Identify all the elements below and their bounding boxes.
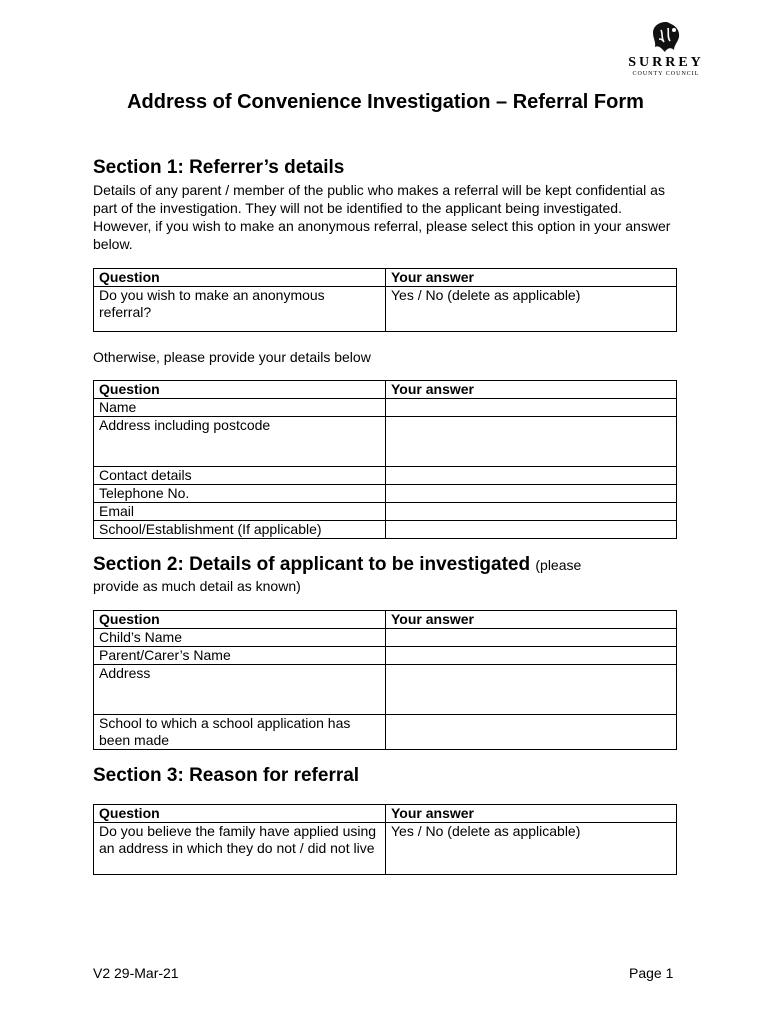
footer-version: V2 29-Mar-21 — [93, 965, 179, 981]
answer-column-header: Your answer — [386, 381, 677, 399]
question-column-header: Question — [94, 269, 386, 287]
telephone-label: Telephone No. — [94, 485, 385, 503]
section3-heading: Section 3: Reason for referral — [93, 765, 360, 786]
surrey-county-council-logo — [620, 20, 712, 82]
section2-heading-note: (please — [535, 557, 582, 573]
anonymous-referral-table — [93, 268, 677, 332]
table-row — [94, 417, 677, 467]
reason-question: Do you believe the family have applied using an address in which they do not / did not live — [94, 823, 386, 875]
table-row — [94, 823, 677, 875]
address-answer-field[interactable] — [386, 417, 677, 467]
name-label: Name — [94, 399, 386, 417]
reason-for-referral-table — [93, 804, 677, 875]
table-row — [94, 665, 677, 715]
referrer-details-table — [93, 380, 677, 539]
child-name-answer-field[interactable] — [386, 629, 677, 647]
telephone-answer-field[interactable] — [386, 485, 676, 503]
section1-heading: Section 1: Referrer’s details — [93, 157, 345, 178]
table-row — [94, 715, 677, 750]
table-header-row — [94, 805, 677, 823]
table-row — [94, 647, 677, 665]
address-label: Address including postcode — [94, 417, 386, 467]
school-establishment-answer-field[interactable] — [386, 521, 676, 538]
parent-carer-name-label: Parent/Carer’s Name — [94, 647, 386, 665]
footer-page-number: Page 1 — [629, 965, 674, 981]
table-row — [94, 629, 677, 647]
page-title: Address of Convenience Investigation – Referral Form — [127, 91, 644, 113]
question-column-header: Question — [94, 805, 386, 823]
section2-heading-text: Section 2: Details of applicant to be investigated — [93, 554, 531, 575]
logo-wordmark: SURREY — [628, 55, 704, 70]
answer-column-header: Your answer — [386, 269, 677, 287]
answer-column-header: Your answer — [386, 805, 677, 823]
school-applied-label: School to which a school application has been made — [94, 715, 386, 750]
contact-details-answer-field[interactable] — [386, 467, 676, 485]
table-header-row — [94, 269, 677, 287]
contact-details-cell — [94, 467, 386, 539]
reason-answer-field[interactable]: Yes / No (delete as applicable) — [386, 823, 677, 875]
question-column-header: Question — [94, 381, 386, 399]
section1-intro: Details of any parent / member of the public who makes a referral will be kept confidential as part of the investigation. They will not be identified to the applicant being investigated. However, if you wish to make an anonymous referral, please select this option in your answer below. — [93, 182, 671, 252]
table-row — [94, 287, 677, 332]
school-establishment-label: School/Establishment (If applicable) — [99, 521, 322, 537]
question-column-header: Question — [94, 611, 386, 629]
parent-carer-name-answer-field[interactable] — [386, 647, 677, 665]
table-row — [94, 467, 677, 539]
oak-leaf-emblem-icon — [647, 20, 685, 54]
section2-subtitle: provide as much detail as known) — [93, 578, 301, 594]
table-header-row — [94, 381, 677, 399]
table-header-row — [94, 611, 677, 629]
email-label: Email — [94, 503, 385, 521]
name-answer-field[interactable] — [386, 399, 677, 417]
child-name-label: Child’s Name — [94, 629, 386, 647]
logo-subtext: COUNTY COUNCIL — [632, 71, 700, 77]
otherwise-text: Otherwise, please provide your details below — [93, 349, 371, 365]
table-row — [94, 399, 677, 417]
section2-heading — [93, 553, 581, 577]
applicant-address-label: Address — [94, 665, 386, 715]
answer-column-header: Your answer — [386, 611, 677, 629]
applicant-details-table — [93, 610, 677, 750]
email-answer-field[interactable] — [386, 503, 676, 521]
school-applied-answer-field[interactable] — [386, 715, 677, 750]
contact-answer-cell — [386, 467, 677, 539]
anonymous-answer-field[interactable]: Yes / No (delete as applicable) — [386, 287, 677, 332]
anonymous-question: Do you wish to make an anonymous referral? — [94, 287, 386, 332]
contact-details-label: Contact details — [94, 467, 385, 485]
applicant-address-answer-field[interactable] — [386, 665, 677, 715]
